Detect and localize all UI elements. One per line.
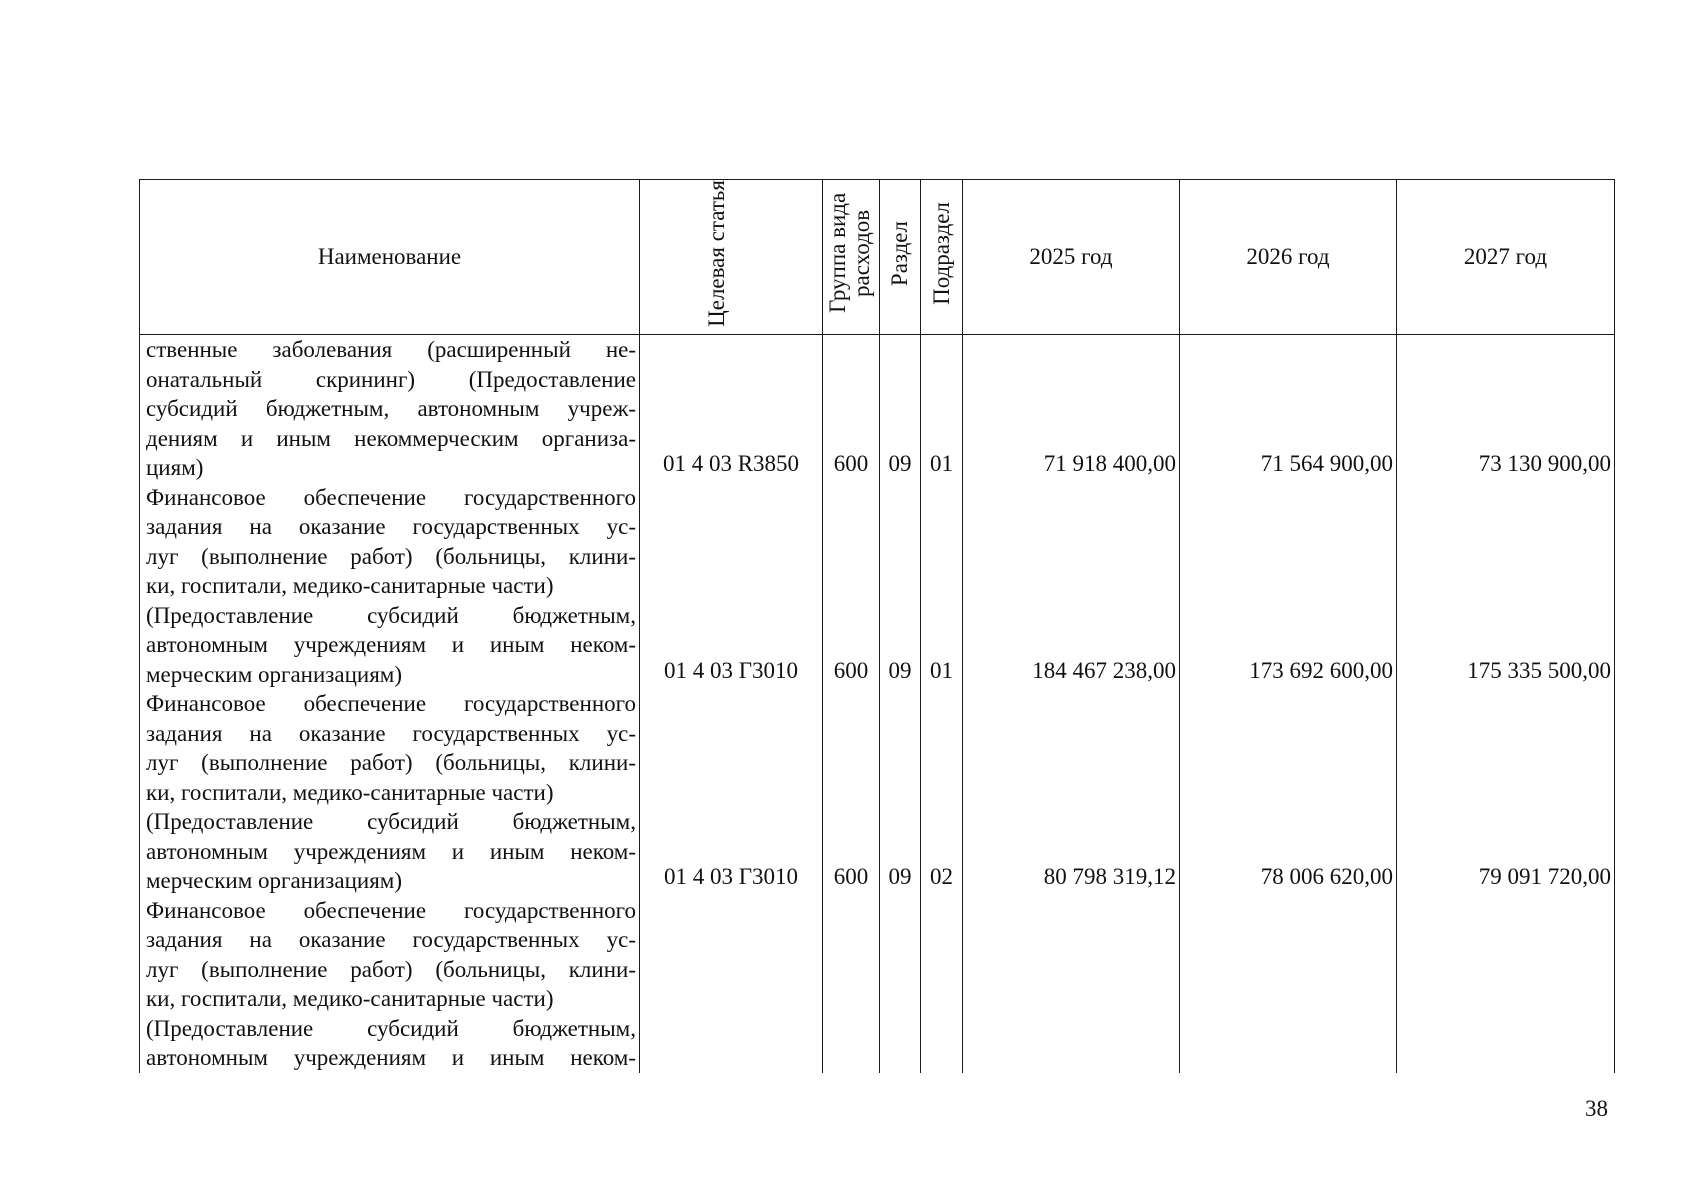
name-line: Финансовое обеспечение государственного <box>146 484 636 510</box>
row-amount-2026 <box>1180 896 1397 1073</box>
row-subsection <box>921 896 963 1073</box>
row-section: 09 <box>880 335 921 483</box>
row-amount-2025 <box>963 896 1180 1073</box>
header-name <box>140 180 640 335</box>
row-name <box>140 689 640 896</box>
name-line: субсидий бюджетным, автономным учреж- <box>146 396 636 422</box>
row-amount-2025: 71 918 400,00 <box>963 335 1180 483</box>
row-target-article <box>640 896 823 1073</box>
name-line: ки, госпитали, медико-санитарные части) <box>146 573 554 599</box>
name-line: ки, госпитали, медико-санитарные части) <box>146 986 554 1012</box>
header-target-article <box>640 180 823 335</box>
table-row <box>140 335 1615 483</box>
row-section: 09 <box>880 689 921 896</box>
name-line: циям) <box>146 455 204 481</box>
name-line: мерческим организациям) <box>146 868 402 894</box>
header-2026 <box>1180 180 1397 335</box>
row-section: 09 <box>880 483 921 690</box>
table-header-row <box>140 180 1615 335</box>
table-row <box>140 483 1615 690</box>
name-line: задания на оказание государственных ус- <box>146 927 636 953</box>
row-amount-2026: 71 564 900,00 <box>1180 335 1397 483</box>
row-amount-2027: 73 130 900,00 <box>1397 335 1615 483</box>
name-line: автономным учреждениям и иным неком- <box>146 632 636 658</box>
row-expense-group: 600 <box>823 335 880 483</box>
name-line: ки, госпитали, медико-санитарные части) <box>146 779 554 805</box>
name-line: дениям и иным некоммерческим организа- <box>146 425 636 451</box>
name-line: (Предоставление субсидий бюджетным, <box>146 809 636 835</box>
row-name <box>140 896 640 1073</box>
name-line: Финансовое обеспечение государственного <box>146 691 636 717</box>
header-section-label: Раздел <box>887 220 912 286</box>
header-2026-label: 2026 год <box>1246 244 1330 270</box>
header-expense-group <box>823 180 880 335</box>
header-name-label: Наименование <box>317 244 462 270</box>
header-target-article-label: Целевая статья <box>704 180 729 327</box>
header-section <box>880 180 921 335</box>
row-amount-2025: 80 798 319,12 <box>963 689 1180 896</box>
row-target-article: 01 4 03 Г3010 <box>640 483 823 690</box>
header-2025-label: 2025 год <box>1029 244 1113 270</box>
table-row <box>140 896 1615 1073</box>
name-line: луг (выполнение работ) (больницы, клини- <box>146 750 636 776</box>
row-expense-group <box>823 896 880 1073</box>
name-line: онатальный скрининг) (Предоставление <box>146 366 636 392</box>
name-line: (Предоставление субсидий бюджетным, <box>146 1015 636 1041</box>
row-expense-group: 600 <box>823 689 880 896</box>
row-expense-group: 600 <box>823 483 880 690</box>
row-amount-2027: 175 335 500,00 <box>1397 483 1615 690</box>
header-subsection-label: Подраздел <box>928 201 954 305</box>
row-amount-2025: 184 467 238,00 <box>963 483 1180 690</box>
row-target-article: 01 4 03 Г3010 <box>640 689 823 896</box>
header-2027-label: 2027 год <box>1463 244 1548 270</box>
row-amount-2026: 173 692 600,00 <box>1180 483 1397 690</box>
row-section <box>880 896 921 1073</box>
name-line: задания на оказание государственных ус- <box>146 514 636 540</box>
header-2027 <box>1397 180 1615 335</box>
name-line: ственные заболевания (расширенный не- <box>146 337 636 363</box>
row-subsection: 01 <box>921 335 963 483</box>
name-line: (Предоставление субсидий бюджетным, <box>146 602 636 628</box>
row-amount-2026: 78 006 620,00 <box>1180 689 1397 896</box>
name-line: луг (выполнение работ) (больницы, клини- <box>146 956 636 982</box>
table-row <box>140 689 1615 896</box>
row-subsection: 01 <box>921 483 963 690</box>
budget-table <box>139 179 1615 1073</box>
row-name <box>140 335 640 483</box>
name-line: Финансовое обеспечение государственного <box>146 897 636 923</box>
row-amount-2027 <box>1397 896 1615 1073</box>
header-expense-group-label: Группа вида расходов <box>825 193 874 314</box>
name-line: луг (выполнение работ) (больницы, клини- <box>146 543 636 569</box>
row-name <box>140 483 640 690</box>
row-target-article: 01 4 03 R3850 <box>640 335 823 483</box>
row-subsection: 02 <box>921 689 963 896</box>
name-line: автономным учреждениям и иным неком- <box>146 1045 636 1071</box>
page-number: 38 <box>1585 1096 1608 1121</box>
header-subsection <box>921 180 963 335</box>
name-line: автономным учреждениям и иным неком- <box>146 838 636 864</box>
row-amount-2027: 79 091 720,00 <box>1397 689 1615 896</box>
name-line: мерческим организациям) <box>146 661 402 687</box>
name-line: задания на оказание государственных ус- <box>146 720 636 746</box>
header-2025 <box>963 180 1180 335</box>
